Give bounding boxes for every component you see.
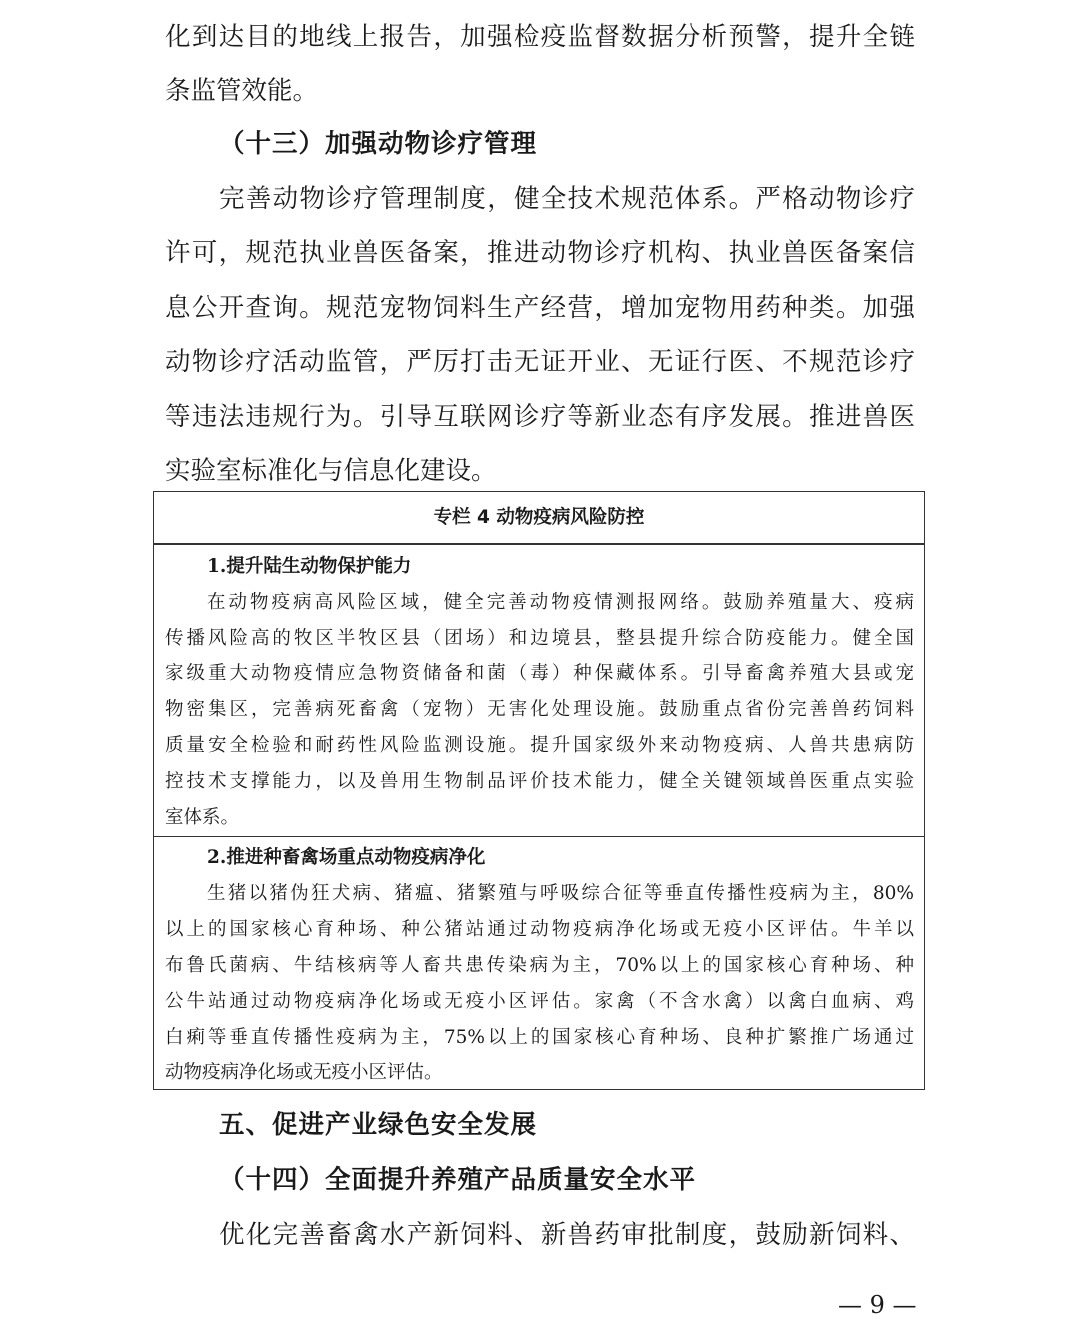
- body-text-line: 息公开查询。规范宠物饲料生产经营，增加宠物用药种类。加强: [165, 293, 915, 323]
- page-number: — 9 —: [838, 1291, 917, 1319]
- body-text-line: 完善动物诊疗管理制度，健全技术规范体系。严格动物诊疗: [219, 184, 915, 214]
- body-text-line: 条监管效能。: [165, 76, 319, 106]
- box-text-line: 以上的国家核心育种场、种公猪站通过动物疫病净化场或无疫小区评估。牛羊以: [165, 919, 914, 940]
- box-text-line: 生猪以猪伪狂犬病、猪瘟、猪繁殖与呼吸综合征等垂直传播性疫病为主，80%: [207, 883, 914, 904]
- body-text-line: 等违法违规行为。引导互联网诊疗等新业态有序发展。推进兽医: [165, 402, 915, 432]
- box-text-line: 物密集区，完善病死畜禽（宠物）无害化处理设施。鼓励重点省份完善兽药饲料: [165, 699, 914, 720]
- box-text-line: 公牛站通过动物疫病净化场或无疫小区评估。家禽（不含水禽）以禽白血病、鸡: [165, 991, 914, 1012]
- box-text-line: 传播风险高的牧区半牧区县（团场）和边境县，整县提升综合防疫能力。健全国: [165, 628, 914, 649]
- box-item-title: 1.提升陆生动物保护能力: [207, 556, 412, 577]
- box-text-line: 家级重大动物疫情应急物资储备和菌（毒）种保藏体系。引导畜禽养殖大县或宠: [165, 663, 914, 684]
- body-text-line: 许可，规范执业兽医备案，推进动物诊疗机构、执业兽医备案信: [165, 238, 915, 268]
- box-text-line: 室体系。: [165, 807, 240, 828]
- box-text-line: 在动物疫病高风险区域，健全完善动物疫情测报网络。鼓励养殖量大、疫病: [207, 592, 914, 613]
- box-text-line: 布鲁氏菌病、牛结核病等人畜共患传染病为主，70%以上的国家核心育种场、种: [165, 955, 914, 976]
- body-text-line: 优化完善畜禽水产新饲料、新兽药审批制度，鼓励新饲料、: [219, 1220, 915, 1250]
- body-text-line: 动物诊疗活动监管，严厉打击无证开业、无证行医、不规范诊疗: [165, 347, 915, 377]
- chapter-heading: 五、促进产业绿色安全发展: [219, 1110, 538, 1140]
- box-title: 专栏 4 动物疫病风险防控: [433, 507, 645, 528]
- box-text-line: 白痢等垂直传播性疫病为主，75%以上的国家核心育种场、良种扩繁推广场通过: [165, 1027, 914, 1048]
- box-item-title: 2.推进种畜禽场重点动物疫病净化: [207, 847, 486, 868]
- section-heading: （十四）全面提升养殖产品质量安全水平: [219, 1165, 697, 1195]
- box-text-line: 控技术支撑能力，以及兽用生物制品评价技术能力，健全关键领域兽医重点实验: [165, 771, 914, 792]
- body-text-line: 化到达目的地线上报告，加强检疫监督数据分析预警，提升全链: [165, 22, 915, 52]
- box-text-line: 质量安全检验和耐药性风险监测设施。提升国家级外来动物疫病、人兽共患病防: [165, 735, 914, 756]
- box-divider: [153, 836, 925, 837]
- section-heading: （十三）加强动物诊疗管理: [219, 129, 538, 159]
- body-text-line: 实验室标准化与信息化建设。: [165, 456, 497, 486]
- box-text-line: 动物疫病净化场或无疫小区评估。: [165, 1062, 443, 1083]
